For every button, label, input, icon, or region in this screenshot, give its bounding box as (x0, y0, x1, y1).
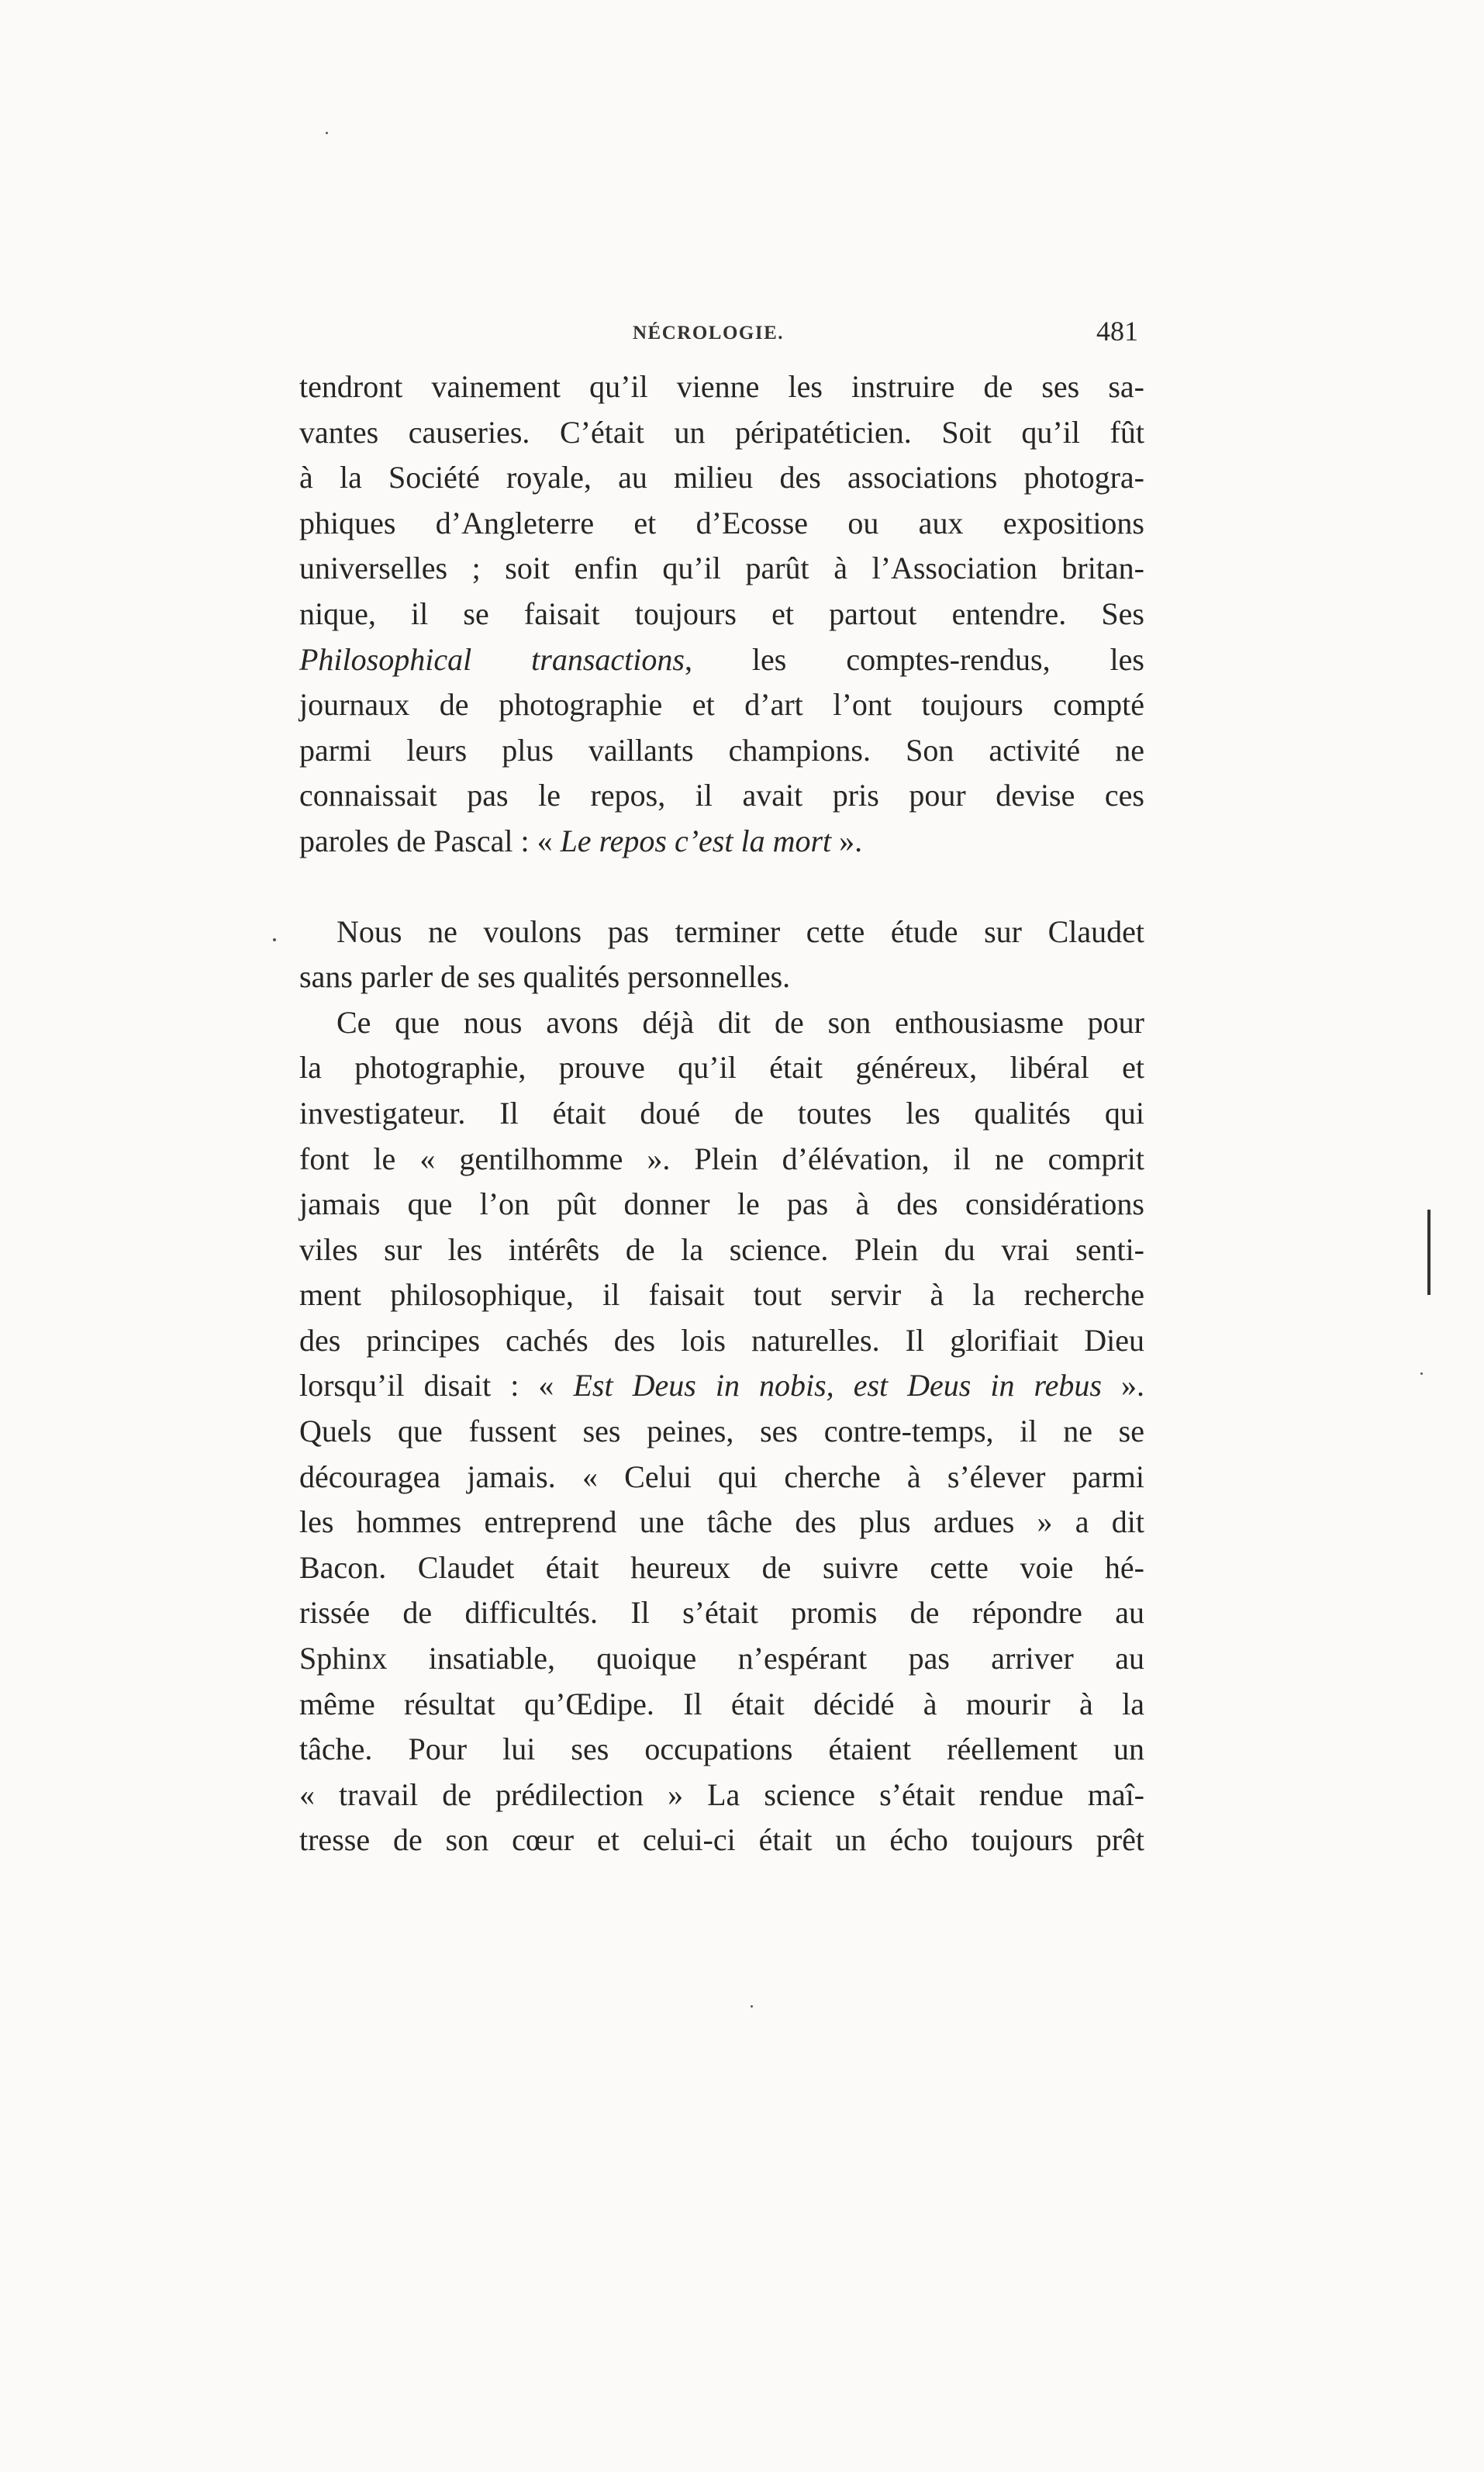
text-line: ment philosophique, il faisait tout servir à la recherche (299, 1277, 1144, 1313)
text-line: vantes causeries. C’était un péripatéticien. Soit qu’il fût (299, 414, 1144, 450)
text-line: des principes cachés des lois naturelles. Il glorifiait Dieu (299, 1322, 1144, 1358)
margin-mark (1427, 1210, 1431, 1295)
text-fragment: paroles de Pascal : « (299, 823, 561, 858)
text-line: journaux de photographie et d’art l’ont toujours compté (299, 687, 1144, 723)
text-fragment: ». (1101, 1368, 1144, 1403)
text-line: les hommes entreprend une tâche des plus ardues » a dit (299, 1504, 1144, 1540)
scan-speck (326, 132, 328, 134)
page-number: 481 (1096, 316, 1138, 347)
scan-speck (1420, 1372, 1423, 1375)
text-line: « travail de prédilection » La science s’était rendue maî- (299, 1776, 1144, 1812)
scan-speck (273, 938, 276, 941)
text-line: universelles ; soit enfin qu’il parût à l’Association britan- (299, 551, 1144, 586)
text-line: font le « gentilhomme ». Plein d’élévation, il ne comprit (299, 1141, 1144, 1176)
text-line: à la Société royale, au milieu des associations photogra- (299, 460, 1144, 495)
text-line: la photographie, prouve qu’il était généreux, libéral et (299, 1050, 1144, 1086)
text-line: viles sur les intérêts de la science. Plein du vrai senti- (299, 1231, 1144, 1267)
running-head: NÉCROLOGIE. (633, 323, 785, 344)
text-line: Sphinx insatiable, quoique n’espérant pas arriver au (299, 1641, 1144, 1676)
italic-quote: Est Deus in nobis, est Deus in rebus (573, 1368, 1102, 1403)
text-line: tresse de son cœur et celui-ci était un écho toujours prêt (299, 1822, 1144, 1858)
text-line: Nous ne voulons pas terminer cette étude sur Claudet (336, 913, 1144, 949)
text-line: Bacon. Claudet était heureux de suivre cette voie hé- (299, 1549, 1144, 1585)
text-line (299, 637, 1144, 683)
paragraph-3 (299, 1000, 1144, 1863)
paragraph-gap (299, 865, 1144, 910)
text-line (299, 1363, 1144, 1409)
scan-speck (751, 2005, 753, 2008)
italic-title: Philosophical transactions (299, 641, 685, 677)
text-line: même résultat qu’Œdipe. Il était décidé à mourir à la (299, 1686, 1144, 1721)
text-line: Ce que nous avons déjà dit de son enthousiasme pour (336, 1004, 1144, 1040)
page-header (304, 315, 1138, 361)
text-fragment: lorsqu’il disait : « (299, 1368, 574, 1403)
text-line: jamais que l’on pût donner le pas à des considérations (299, 1186, 1144, 1222)
text-line: phiques d’Angleterre et d’Ecosse ou aux expositions (299, 505, 1144, 540)
body-text (299, 364, 1144, 1863)
text-fragment: , les comptes-rendus, les (684, 641, 1144, 677)
text-line: parmi leurs plus vaillants champions. Son activité ne (299, 732, 1144, 768)
text-line: nique, il se faisait toujours et partout entendre. Ses (299, 596, 1144, 631)
paragraph-2 (299, 910, 1144, 1000)
text-line: investigateur. Il était doué de toutes les qualités qui (299, 1095, 1144, 1131)
paragraph-1 (299, 364, 1144, 865)
text-line: découragea jamais. « Celui qui cherche à s’élever parmi (299, 1459, 1144, 1494)
italic-quote: Le repos c’est la mort (560, 823, 832, 858)
text-fragment: ». (831, 823, 863, 858)
text-line: rissée de difficultés. Il s’était promis de répondre au (299, 1595, 1144, 1631)
text-line: tâche. Pour lui ses occupations étaient réellement un (299, 1731, 1144, 1767)
text-line: connaissait pas le repos, il avait pris pour devise ces (299, 778, 1144, 813)
text-line: Quels que fussent ses peines, ses contre-temps, il ne se (299, 1414, 1144, 1449)
text-line: sans parler de ses qualités personnelles. (299, 959, 791, 995)
text-line: tendront vainement qu’il vienne les instruire de ses sa- (299, 369, 1144, 404)
text-line (299, 819, 1144, 865)
